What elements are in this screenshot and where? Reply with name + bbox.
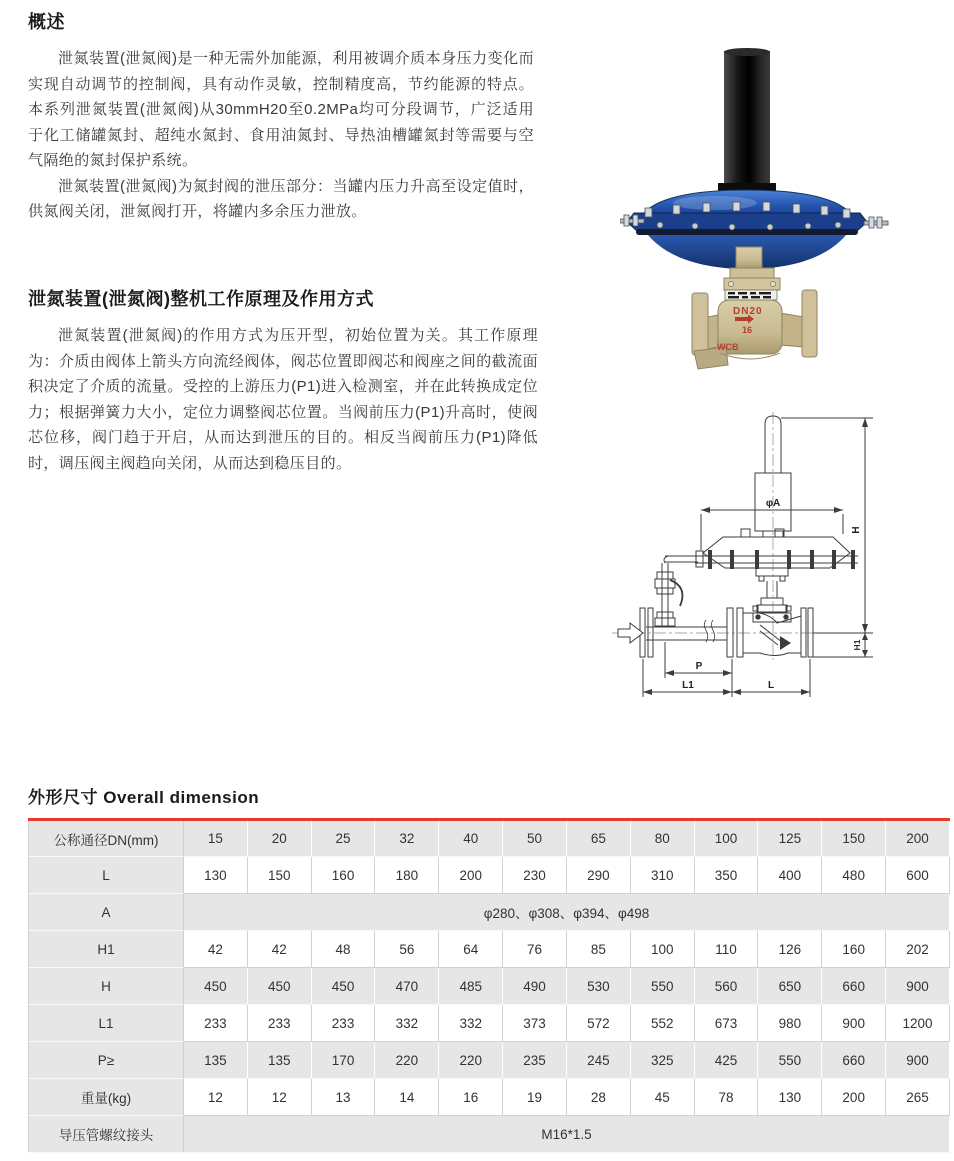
dimensions-table [28, 818, 950, 1153]
value-cell: 450 [311, 968, 375, 1005]
value-cell: 100 [694, 820, 758, 857]
marking-size: DN20 [733, 306, 763, 317]
value-cell: 56 [375, 931, 439, 968]
value-cell: 350 [694, 857, 758, 894]
value-cell: 230 [503, 857, 567, 894]
value-cell: 32 [375, 820, 439, 857]
value-cell: 673 [694, 1005, 758, 1042]
overview-paragraph: 泄氮装置(泄氮阀)为氮封阀的泄压部分：当罐内压力升高至设定值时，供氮阀关闭，泄氮阀打开，将罐内多余压力泄放。 [28, 177, 534, 220]
dim-label-h1: H1 [852, 639, 862, 651]
value-cell: 550 [630, 968, 694, 1005]
dim-label-p: P [695, 661, 703, 672]
value-cell: 130 [758, 1079, 822, 1116]
value-cell: 600 [886, 857, 950, 894]
value-cell: 150 [247, 857, 311, 894]
value-cell: 485 [439, 968, 503, 1005]
value-cell: 78 [694, 1079, 758, 1116]
value-cell: 310 [630, 857, 694, 894]
value-cell: 80 [630, 820, 694, 857]
value-cell: 220 [439, 1042, 503, 1079]
value-cell: 20 [247, 820, 311, 857]
principle-title: 泄氮装置(泄氮阀)整机工作原理及作用方式 [28, 289, 374, 309]
row-label: L1 [29, 1005, 184, 1042]
value-cell: 135 [184, 1042, 248, 1079]
value-cell: 332 [439, 1005, 503, 1042]
value-cell: 490 [503, 968, 567, 1005]
value-cell: 200 [886, 820, 950, 857]
value-cell: 650 [758, 968, 822, 1005]
value-cell: 245 [566, 1042, 630, 1079]
value-cell: 42 [247, 931, 311, 968]
span-cell: M16*1.5 [184, 1116, 950, 1153]
value-cell: 265 [886, 1079, 950, 1116]
value-cell: 12 [247, 1079, 311, 1116]
spring-housing-cylinder [718, 48, 776, 213]
value-cell: 233 [247, 1005, 311, 1042]
value-cell: 180 [375, 857, 439, 894]
table-row [29, 931, 950, 968]
value-cell: 220 [375, 1042, 439, 1079]
value-cell: 130 [184, 857, 248, 894]
value-cell: 16 [439, 1079, 503, 1116]
overview-paragraph: 泄氮装置(泄氮阀)是一种无需外加能源，利用被调介质本身压力变化而实现自动调节的控制阀，具有动作灵敏，控制精度高，节约能源的特点。本系列泄氮装置(泄氮阀)从30mmH20至0.2MPa均可分段调节，广泛适用于化工储罐氮封、超纯水氮封、食用油氮封、导热油槽罐氮封等需要与空气隔绝的氮封保护系统。 [28, 50, 534, 169]
nameplate [725, 290, 777, 300]
value-cell: 480 [822, 857, 886, 894]
table-row [29, 1079, 950, 1116]
span-cell: φ280、φ308、φ394、φ498 [184, 894, 950, 931]
table-row [29, 1005, 950, 1042]
valve-body [692, 290, 817, 369]
value-cell: 572 [566, 1005, 630, 1042]
overview-title: 概述 [28, 12, 65, 32]
value-cell: 560 [694, 968, 758, 1005]
row-label: P≥ [29, 1042, 184, 1079]
marking-material: WCB [717, 342, 739, 352]
row-label: 公称通径DN(mm) [29, 820, 184, 857]
value-cell: 135 [247, 1042, 311, 1079]
value-cell: 200 [439, 857, 503, 894]
value-cell: 660 [822, 968, 886, 1005]
value-cell: 530 [566, 968, 630, 1005]
table-row [29, 857, 950, 894]
value-cell: 325 [630, 1042, 694, 1079]
marking-rating: 16 [742, 325, 753, 335]
value-cell: 450 [247, 968, 311, 1005]
table-row [29, 1116, 950, 1153]
principle-text [28, 323, 538, 476]
value-cell: 550 [758, 1042, 822, 1079]
row-label: H [29, 968, 184, 1005]
value-cell: 40 [439, 820, 503, 857]
value-cell: 400 [758, 857, 822, 894]
row-label: L [29, 857, 184, 894]
value-cell: 900 [886, 968, 950, 1005]
value-cell: 373 [503, 1005, 567, 1042]
value-cell: 14 [375, 1079, 439, 1116]
dimensions-title: 外形尺寸 Overall dimension [28, 788, 260, 807]
dimension-diagram [610, 410, 954, 710]
product-photo [620, 35, 950, 370]
value-cell: 552 [630, 1005, 694, 1042]
value-cell: 202 [886, 931, 950, 968]
value-cell: 64 [439, 931, 503, 968]
value-cell: 19 [503, 1079, 567, 1116]
value-cell: 900 [822, 1005, 886, 1042]
value-cell: 170 [311, 1042, 375, 1079]
value-cell: 290 [566, 857, 630, 894]
value-cell: 126 [758, 931, 822, 968]
table-row [29, 1042, 950, 1079]
value-cell: 100 [630, 931, 694, 968]
value-cell: 42 [184, 931, 248, 968]
valve-photo-illustration [620, 35, 950, 370]
value-cell: 50 [503, 820, 567, 857]
dim-label-phiA: φA [765, 498, 781, 509]
overview-text [28, 46, 534, 225]
value-cell: 660 [822, 1042, 886, 1079]
table-row [29, 968, 950, 1005]
value-cell: 980 [758, 1005, 822, 1042]
value-cell: 150 [822, 820, 886, 857]
value-cell: 13 [311, 1079, 375, 1116]
dim-label-h: H [851, 526, 862, 534]
value-cell: 76 [503, 931, 567, 968]
dim-label-l: L [767, 680, 775, 691]
value-cell: 1200 [886, 1005, 950, 1042]
value-cell: 425 [694, 1042, 758, 1079]
value-cell: 65 [566, 820, 630, 857]
value-cell: 160 [311, 857, 375, 894]
dim-label-l1: L1 [682, 680, 694, 691]
value-cell: 233 [184, 1005, 248, 1042]
dimension-drawing [610, 410, 954, 710]
value-cell: 450 [184, 968, 248, 1005]
table-row [29, 894, 950, 931]
value-cell: 200 [822, 1079, 886, 1116]
row-label: A [29, 894, 184, 931]
row-label: H1 [29, 931, 184, 968]
value-cell: 235 [503, 1042, 567, 1079]
value-cell: 15 [184, 820, 248, 857]
value-cell: 125 [758, 820, 822, 857]
value-cell: 25 [311, 820, 375, 857]
value-cell: 28 [566, 1079, 630, 1116]
principle-paragraph: 泄氮装置(泄氮阀)的作用方式为压开型，初始位置为关。其工作原理为：介质由阀体上箭头方向流经阀体，阀芯位置即阀芯和阀座之间的截流面积决定了介质的流量。受控的上游压力(P1)进入检测室，并在此转换成定位力；根据弹簧力大小，定位力调整阀芯位置。当阀前压力(P1)升高时，使阀芯位移，阀门趋于开启，从而达到泄压的目的。相反当阀前压力(P1)降低时，调压阀主阀趋向关闭，从而达到稳压目的。 [28, 327, 538, 472]
value-cell: 332 [375, 1005, 439, 1042]
row-label: 导压管螺纹接头 [29, 1116, 184, 1153]
value-cell: 900 [886, 1042, 950, 1079]
value-cell: 110 [694, 931, 758, 968]
value-cell: 48 [311, 931, 375, 968]
value-cell: 12 [184, 1079, 248, 1116]
value-cell: 160 [822, 931, 886, 968]
value-cell: 470 [375, 968, 439, 1005]
dimensions-table-body [29, 820, 950, 1153]
row-label: 重量(kg) [29, 1079, 184, 1116]
value-cell: 85 [566, 931, 630, 968]
table-row [29, 820, 950, 857]
value-cell: 45 [630, 1079, 694, 1116]
value-cell: 233 [311, 1005, 375, 1042]
